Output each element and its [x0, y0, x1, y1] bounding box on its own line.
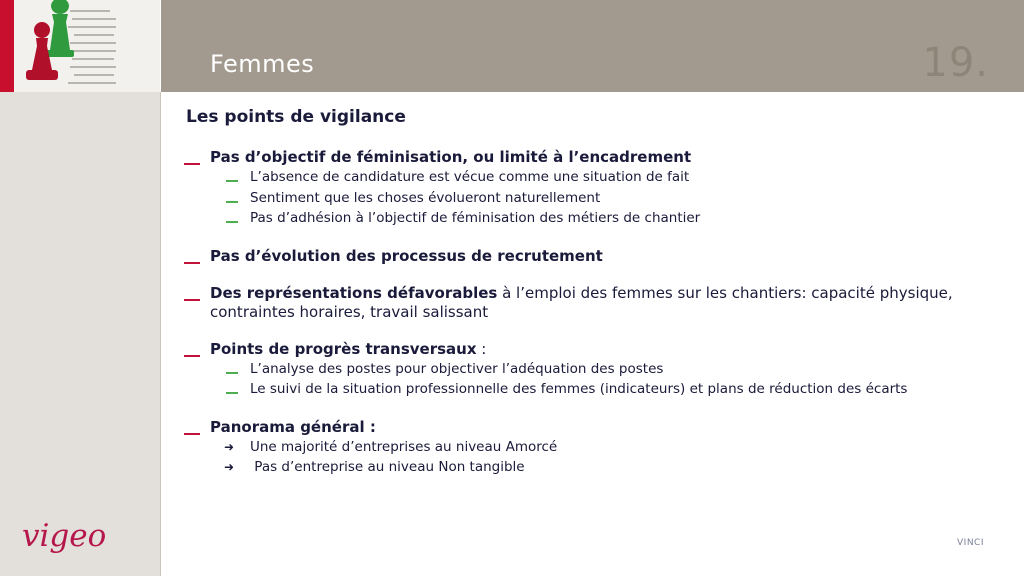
vigeo-logo-icon [22, 515, 128, 559]
sub-bullet-text: Pas d’adhésion à l’objectif de féminisation des métiers de chantier [250, 210, 701, 226]
sub-bullet-text: L’analyse des postes pour objectiver l’adéquation des postes [250, 360, 664, 377]
red-dash-bullet-icon [184, 262, 200, 264]
bullet-bold-text: Pas d’objectif de féminisation, ou limité à l’encadrement [210, 148, 692, 166]
sub-bullet-text: Sentiment que les choses évolueront naturellement [250, 189, 601, 206]
bullet-item [184, 148, 984, 167]
slide-number: 19. [922, 40, 989, 86]
bullet-item [184, 284, 984, 322]
sub-bullet-item [184, 188, 984, 209]
bullet-bold-text: Des représentations défavorables [210, 283, 498, 302]
sidebar-divider [160, 92, 161, 576]
header-bar [161, 0, 1024, 92]
red-dash-bullet-icon [184, 355, 200, 357]
sub-bullet-item [184, 379, 984, 400]
bullet-item [184, 247, 984, 266]
sub-bullet-item [184, 208, 984, 229]
footer-label: VINCI [957, 538, 984, 548]
chess-pieces-image [0, 0, 160, 92]
green-dash-bullet-icon [226, 221, 238, 223]
sub-bullet-text: Une majorité d’entreprises au niveau Amorcé [250, 438, 558, 455]
left-sidebar-panel [0, 92, 160, 576]
sub-bullet-item [184, 167, 984, 188]
bullet-bold-text: Panorama général : [210, 417, 376, 436]
sub-bullet-text: Pas d’entreprise au niveau Non tangible [250, 459, 525, 475]
right-arrow-bullet-icon: ➜ [224, 460, 235, 474]
sub-bullet-text: Le suivi de la situation professionnelle des femmes (indicateurs) et plans de réduction des écarts [250, 381, 908, 397]
right-arrow-bullet-icon: ➜ [224, 439, 235, 454]
sub-bullet-item [184, 457, 984, 478]
vigeo-logo [22, 515, 128, 563]
green-dash-bullet-icon [226, 392, 238, 394]
green-dash-bullet-icon [226, 180, 238, 182]
green-dash-bullet-icon [226, 372, 238, 374]
green-dash-bullet-icon [226, 201, 238, 203]
red-dash-bullet-icon [184, 299, 200, 301]
chess-pieces-icon [0, 0, 160, 92]
bullet-text: : [476, 339, 487, 358]
red-dash-bullet-icon [184, 433, 200, 435]
bullet-item [184, 340, 984, 359]
bullet-item [184, 418, 984, 437]
page-title: Femmes [210, 50, 315, 78]
section-heading: Les points de vigilance [186, 107, 406, 127]
bullet-list [184, 148, 984, 478]
red-dash-bullet-icon [184, 163, 200, 165]
sub-bullet-text: L’absence de candidature est vécue comme une situation de fait [250, 169, 690, 185]
bullet-text: à l’emploi des femmes sur les chantiers: capacité physique, contraintes horaires, travail salissant [210, 283, 953, 321]
sub-bullet-item [184, 359, 984, 380]
bullet-bold-text: Pas d’évolution des processus de recrutement [210, 246, 603, 265]
bullet-bold-text: Points de progrès transversaux [210, 339, 477, 358]
sub-bullet-item [184, 437, 984, 458]
logo-text: vigeo [22, 518, 107, 554]
